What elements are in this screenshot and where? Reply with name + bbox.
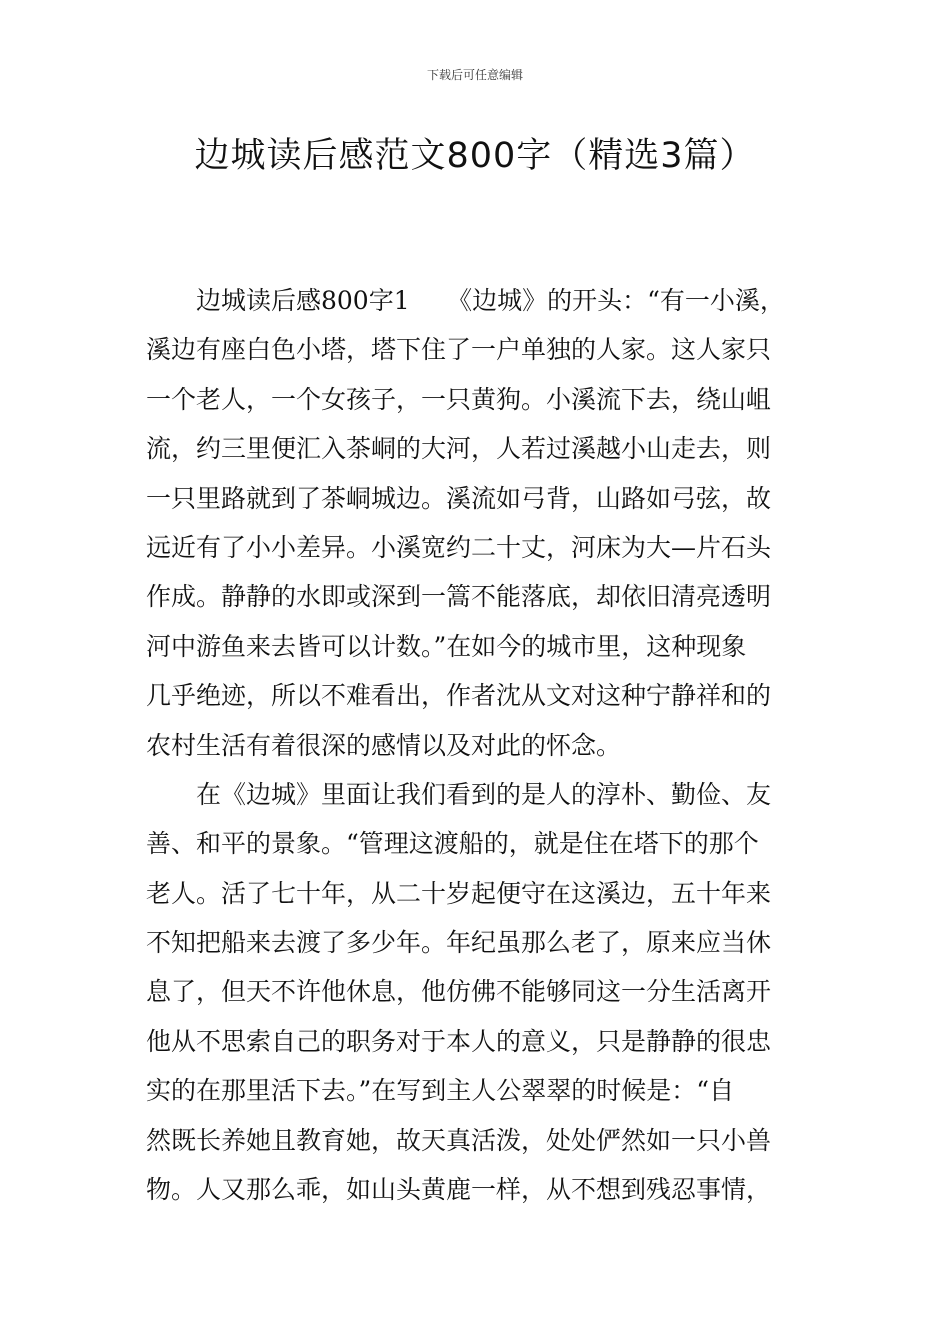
text-line: 不知把船来去渡了多少年。年纪虽那么老了，原来应当休 (146, 928, 772, 958)
text-line: 农村生活有着很深的感情以及对此的怀念。 (146, 730, 622, 760)
text-line: 远近有了小小差异。小溪宽约二十丈，河床为大—片石头 (146, 532, 772, 562)
text-line: 一只里路就到了茶峒城边。溪流如弓背，山路如弓弦，故 (146, 483, 772, 513)
text-line: 实的在那里活下去。”在写到主人公翠翠的时候是：“自 (146, 1076, 735, 1106)
text-line: 在《边城》里面让我们看到的是人的淳朴、勤俭、友 (196, 779, 772, 809)
document-title: 边城读后感范文800字（精选3篇） (194, 136, 756, 176)
text-line: 物。人又那么乖，如山头黄鹿一样，从不想到残忍事情， (146, 1175, 772, 1205)
text-line: 河中游鱼来去皆可以计数。”在如今的城市里，这种现象 (146, 631, 747, 661)
text-line: 善、和平的景象。“管理这渡船的，就是住在塔下的那个 (146, 829, 759, 859)
text-line: 边城读后感800字1 《边城》的开头：“有一小溪， (196, 286, 785, 315)
text-line: 几乎绝迹，所以不难看出，作者沈从文对这种宁静祥和的 (146, 681, 772, 711)
text-line: 他从不思索自己的职务对于本人的意义，只是静静的很忠 (146, 1026, 772, 1056)
text-line: 一个老人，一个女孩子，一只黄狗。小溪流下去，绕山岨 (146, 384, 772, 414)
body-text (146, 276, 826, 1214)
text-line: 作成。静静的水即或深到一篙不能落底，却依旧清亮透明 (146, 582, 772, 612)
text-line: 息了，但天不许他休息，他仿佛不能够同这一分生活离开 (146, 977, 772, 1007)
text-line: 老人。活了七十年，从二十岁起便守在这溪边，五十年来 (146, 878, 772, 908)
text-line: 溪边有座白色小塔，塔下住了一户单独的人家。这人家只 (146, 335, 772, 365)
text-line: 流，约三里便汇入茶峒的大河，人若过溪越小山走去，则 (146, 434, 772, 464)
header-note: 下载后可任意编辑 (426, 68, 523, 82)
text-line: 然既长养她且教育她，故天真活泼，处处俨然如一只小兽 (146, 1125, 772, 1155)
